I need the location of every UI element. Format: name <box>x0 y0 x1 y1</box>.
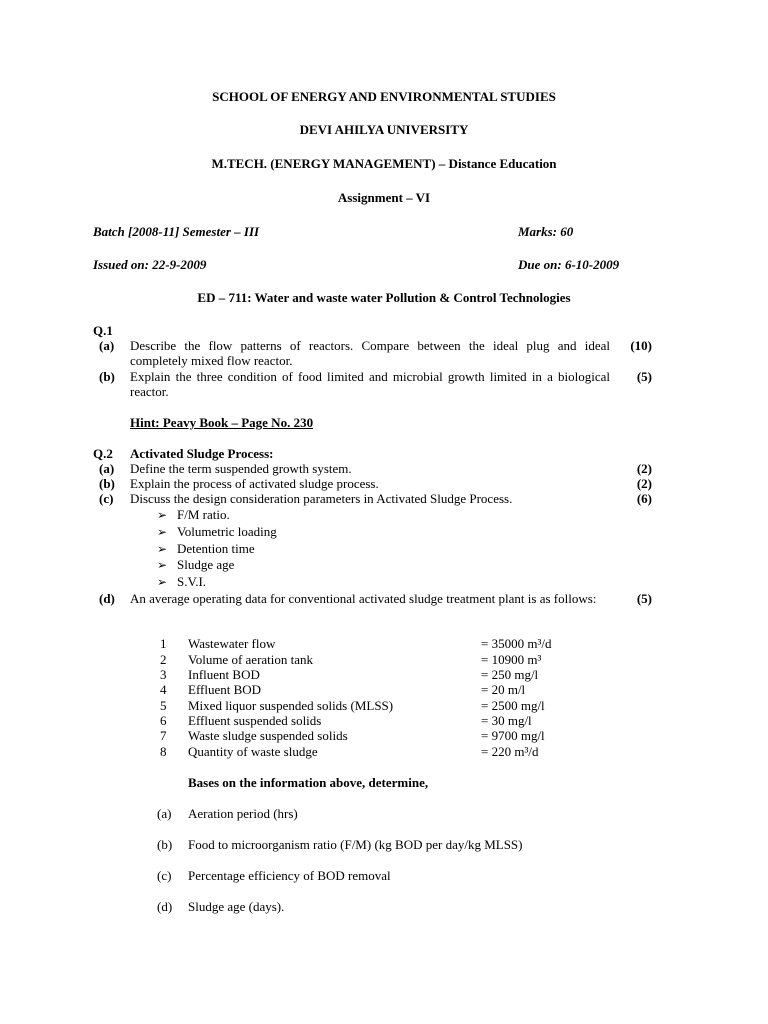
q2d-label: (d) <box>99 591 115 606</box>
q1a-text: Describe the flow patterns of reactors. Compare between the ideal plug and ideal completely mixed flow reactor. <box>130 338 610 368</box>
data-row-name: Influent BOD <box>188 667 260 682</box>
bullet-item: ➢ S.V.I. <box>157 574 206 590</box>
data-row-value: = 35000 m³/d <box>481 636 552 651</box>
data-row-name: Mixed liquor suspended solids (MLSS) <box>188 698 394 713</box>
data-row-number: 3 <box>160 667 167 682</box>
data-row-number: 1 <box>160 636 167 651</box>
data-row-number: 4 <box>160 682 167 697</box>
subpart-label: (c) <box>157 868 172 883</box>
subpart-label: (a) <box>157 806 172 821</box>
q1b-label: (b) <box>99 369 115 384</box>
university-name: DEVI AHILYA UNIVERSITY <box>299 122 469 137</box>
q2a-text: Define the term suspended growth system. <box>130 461 352 476</box>
data-row-number: 5 <box>160 698 167 713</box>
data-row-value: = 30 mg/l <box>481 713 532 728</box>
data-row-value: = 9700 mg/l <box>481 728 545 743</box>
bullet-item: ➢ F/M ratio. <box>157 507 230 523</box>
data-row-name: Waste sludge suspended solids <box>188 728 348 743</box>
q2c-label: (c) <box>99 491 114 506</box>
data-row-number: 7 <box>160 728 167 743</box>
batch-info: Batch [2008-11] Semester – III <box>93 224 260 239</box>
q2-title: Activated Sludge Process: <box>130 446 274 461</box>
q1a-label: (a) <box>99 338 115 353</box>
bullet-item: ➢ Volumetric loading <box>157 524 277 540</box>
issue-date: Issued on: 22-9-2009 <box>93 257 207 272</box>
data-row-name: Wastewater flow <box>188 636 276 651</box>
data-row-value: = 220 m³/d <box>481 744 539 759</box>
subpart-text: Aeration period (hrs) <box>188 806 298 821</box>
data-row-value: = 2500 mg/l <box>481 698 545 713</box>
q2d-marks: (5) <box>636 591 652 606</box>
data-row-value: = 20 m/l <box>481 682 526 697</box>
q2c-text: Discuss the design consideration parameters in Activated Sludge Process. <box>130 491 513 506</box>
bullet-item: ➢ Sludge age <box>157 557 234 573</box>
q1a-marks: (10) <box>630 338 652 353</box>
determine-heading: Bases on the information above, determine, <box>188 775 429 790</box>
data-row-number: 2 <box>160 652 167 667</box>
subpart-label: (b) <box>157 837 173 852</box>
data-row-name: Effluent BOD <box>188 682 262 697</box>
data-row-number: 6 <box>160 713 167 728</box>
q1-hint: Hint: Peavy Book – Page No. 230 <box>130 415 314 430</box>
data-row-name: Quantity of waste sludge <box>188 744 318 759</box>
subpart-text: Food to microorganism ratio (F/M) (kg BOD per day/kg MLSS) <box>188 837 523 852</box>
subject-title: ED – 711: Water and waste water Pollution & Control Technologies <box>197 290 571 305</box>
school-name: SCHOOL OF ENERGY AND ENVIRONMENTAL STUDIES <box>212 89 556 104</box>
q2d-text: An average operating data for conventional activated sludge treatment plant is as follows: <box>130 591 597 606</box>
q2a-label: (a) <box>99 461 115 476</box>
subpart-label: (d) <box>157 899 173 914</box>
data-row-name: Effluent suspended solids <box>188 713 322 728</box>
q2-label: Q.2 <box>93 446 113 461</box>
q2b-marks: (2) <box>636 476 652 491</box>
q1b-text: Explain the three condition of food limited and microbial growth limited in a biological reactor. <box>130 369 610 399</box>
q1-label: Q.1 <box>93 323 113 338</box>
q1b-marks: (5) <box>636 369 652 384</box>
q2b-text: Explain the process of activated sludge process. <box>130 476 379 491</box>
q2a-marks: (2) <box>636 461 652 476</box>
q2b-label: (b) <box>99 476 115 491</box>
due-date: Due on: 6-10-2009 <box>518 257 620 272</box>
subpart-text: Sludge age (days). <box>188 899 285 914</box>
data-row-value: = 250 mg/l <box>481 667 539 682</box>
bullet-item: ➢ Detention time <box>157 541 255 557</box>
course-title: M.TECH. (ENERGY MANAGEMENT) – Distance Education <box>211 156 557 171</box>
data-row-number: 8 <box>160 744 167 759</box>
data-row-name: Volume of aeration tank <box>188 652 314 667</box>
q2c-marks: (6) <box>636 491 652 506</box>
data-row-value: = 10900 m³ <box>481 652 542 667</box>
subpart-text: Percentage efficiency of BOD removal <box>188 868 391 883</box>
assignment-title: Assignment – VI <box>337 190 431 205</box>
total-marks: Marks: 60 <box>518 224 574 239</box>
